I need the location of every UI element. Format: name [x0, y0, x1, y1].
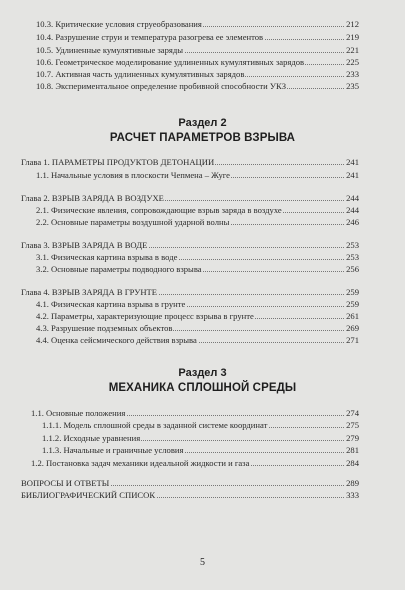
toc-entry-page: 253: [346, 240, 359, 250]
toc-entry-page: 241: [346, 157, 359, 167]
toc-entry-title: БИБЛИОГРАФИЧЕСКИЙ СПИСОК: [21, 490, 156, 500]
toc-entry-3-1-2[interactable]: [0, 458, 405, 469]
toc-entry-title: 3.1. Физическая картина взрыва в воде: [36, 252, 178, 262]
section-2-label: Раздел 2: [178, 117, 227, 129]
toc-entry-10-8[interactable]: [0, 81, 405, 92]
toc-entry-4-2[interactable]: [0, 311, 405, 322]
toc-entry-page: 261: [346, 311, 359, 321]
toc-entry-title: 10.6. Геометрическое моделирование удлиненных кумулятивных зарядов: [36, 57, 305, 67]
toc-entry-title: 10.3. Критические условия струеобразования: [36, 19, 202, 29]
toc-entry-2-2[interactable]: [0, 217, 405, 228]
section-3-title: МЕХАНИКА СПЛОШНОЙ СРЕДЫ: [108, 382, 297, 394]
toc-entry-page: 241: [346, 170, 359, 180]
toc-entry-page: 244: [346, 193, 359, 203]
toc-entry-title: Глава 3. ВЗРЫВ ЗАРЯДА В ВОДЕ: [21, 240, 148, 250]
toc-entry-page: 284: [346, 458, 359, 468]
toc-entry-3-1-1-2[interactable]: [0, 433, 405, 444]
toc-entry-page: 281: [346, 445, 359, 455]
toc-entry-title: 1.1.2. Исходные уравнения: [42, 433, 141, 443]
toc-entry-10-7[interactable]: [0, 69, 405, 80]
toc-entry-4-3[interactable]: [0, 323, 405, 334]
toc-chapter-3[interactable]: [0, 240, 405, 251]
toc-entry-page: 256: [346, 264, 359, 274]
toc-entry-3-1-1[interactable]: [0, 408, 405, 419]
toc-questions-answers[interactable]: [0, 478, 405, 489]
toc-entry-title: Глава 1. ПАРАМЕТРЫ ПРОДУКТОВ ДЕТОНАЦИИ: [21, 157, 215, 167]
toc-entry-1-1[interactable]: [0, 170, 405, 181]
toc-chapter-1[interactable]: [0, 157, 405, 168]
toc-entry-2-1[interactable]: [0, 205, 405, 216]
toc-chapter-2[interactable]: [0, 193, 405, 204]
toc-entry-title: 10.7. Активная часть удлиненных кумулятивных зарядов: [36, 69, 245, 79]
toc-entry-page: 269: [346, 323, 359, 333]
toc-entry-3-1-1-3[interactable]: [0, 445, 405, 456]
toc-entry-page: 333: [346, 490, 359, 500]
toc-entry-3-1-1-1[interactable]: [0, 420, 405, 431]
toc-entry-page: 289: [346, 478, 359, 488]
toc-entry-3-1[interactable]: [0, 252, 405, 263]
toc-entry-page: 219: [346, 32, 359, 42]
toc-entry-title: Глава 4. ВЗРЫВ ЗАРЯДА В ГРУНТЕ: [21, 287, 158, 297]
toc-bibliography[interactable]: [0, 490, 405, 501]
toc-entry-title: 4.1. Физическая картина взрыва в грунте: [36, 299, 186, 309]
toc-entry-title: 4.2. Параметры, характеризующие процесс взрыва в грунте: [36, 311, 254, 321]
toc-entry-title: 1.2. Постановка задач механики идеальной жидкости и газа: [31, 458, 250, 468]
toc-entry-10-3[interactable]: [0, 19, 405, 30]
toc-entry-title: ВОПРОСЫ И ОТВЕТЫ: [21, 478, 110, 488]
toc-entry-page: 212: [346, 19, 359, 29]
toc-entry-title: 10.8. Экспериментальное определение пробивной способности УКЗ: [36, 81, 287, 91]
toc-entry-page: 259: [346, 299, 359, 309]
section-3-label: Раздел 3: [178, 367, 227, 379]
toc-entry-page: 274: [346, 408, 359, 418]
toc-entry-10-6[interactable]: [0, 57, 405, 68]
toc-entry-title: 10.4. Разрушение струи и температура разогрева ее элементов: [36, 32, 264, 42]
toc-entry-page: 271: [346, 335, 359, 345]
section-2-title: РАСЧЕТ ПАРАМЕТРОВ ВЗРЫВА: [109, 132, 296, 144]
toc-entry-page: 221: [346, 45, 359, 55]
toc-entry-title: 4.3. Разрушение подземных объектов: [36, 323, 173, 333]
toc-entry-page: 235: [346, 81, 359, 91]
toc-entry-title: 1.1.3. Начальные и граничные условия: [42, 445, 184, 455]
toc-entry-4-1[interactable]: [0, 299, 405, 310]
toc-entry-title: 10.5. Удлиненные кумулятивные заряды: [36, 45, 184, 55]
toc-entry-10-5[interactable]: [0, 45, 405, 56]
toc-entry-page: 275: [346, 420, 359, 430]
toc-entry-title: 1.1. Начальные условия в плоскости Чепмена – Жуге: [36, 170, 230, 180]
toc-entry-title: 1.1. Основные положения: [31, 408, 126, 418]
toc-entry-4-4[interactable]: [0, 335, 405, 346]
toc-entry-3-2[interactable]: [0, 264, 405, 275]
toc-entry-title: 1.1.1. Модель сплошной среды в заданной системе координат: [42, 420, 268, 430]
toc-entry-title: Глава 2. ВЗРЫВ ЗАРЯДА В ВОЗДУХЕ: [21, 193, 164, 203]
toc-entry-10-4[interactable]: [0, 32, 405, 43]
toc-entry-page: 244: [346, 205, 359, 215]
toc-entry-title: 3.2. Основные параметры подводного взрыва: [36, 264, 202, 274]
toc-entry-title: 2.1. Физические явления, сопровождающие взрыв заряда в воздухе: [36, 205, 282, 215]
page-number: 5: [200, 557, 205, 568]
toc-entry-title: 4.4. Оценка сейсмического действия взрыва: [36, 335, 197, 345]
toc-entry-page: 253: [346, 252, 359, 262]
toc-entry-page: 259: [346, 287, 359, 297]
toc-entry-page: 233: [346, 69, 359, 79]
toc-entry-page: 279: [346, 433, 359, 443]
toc-chapter-4[interactable]: [0, 287, 405, 298]
toc-entry-title: 2.2. Основные параметры воздушной ударной волны: [36, 217, 230, 227]
toc-entry-page: 246: [346, 217, 359, 227]
toc-entry-page: 225: [346, 57, 359, 67]
